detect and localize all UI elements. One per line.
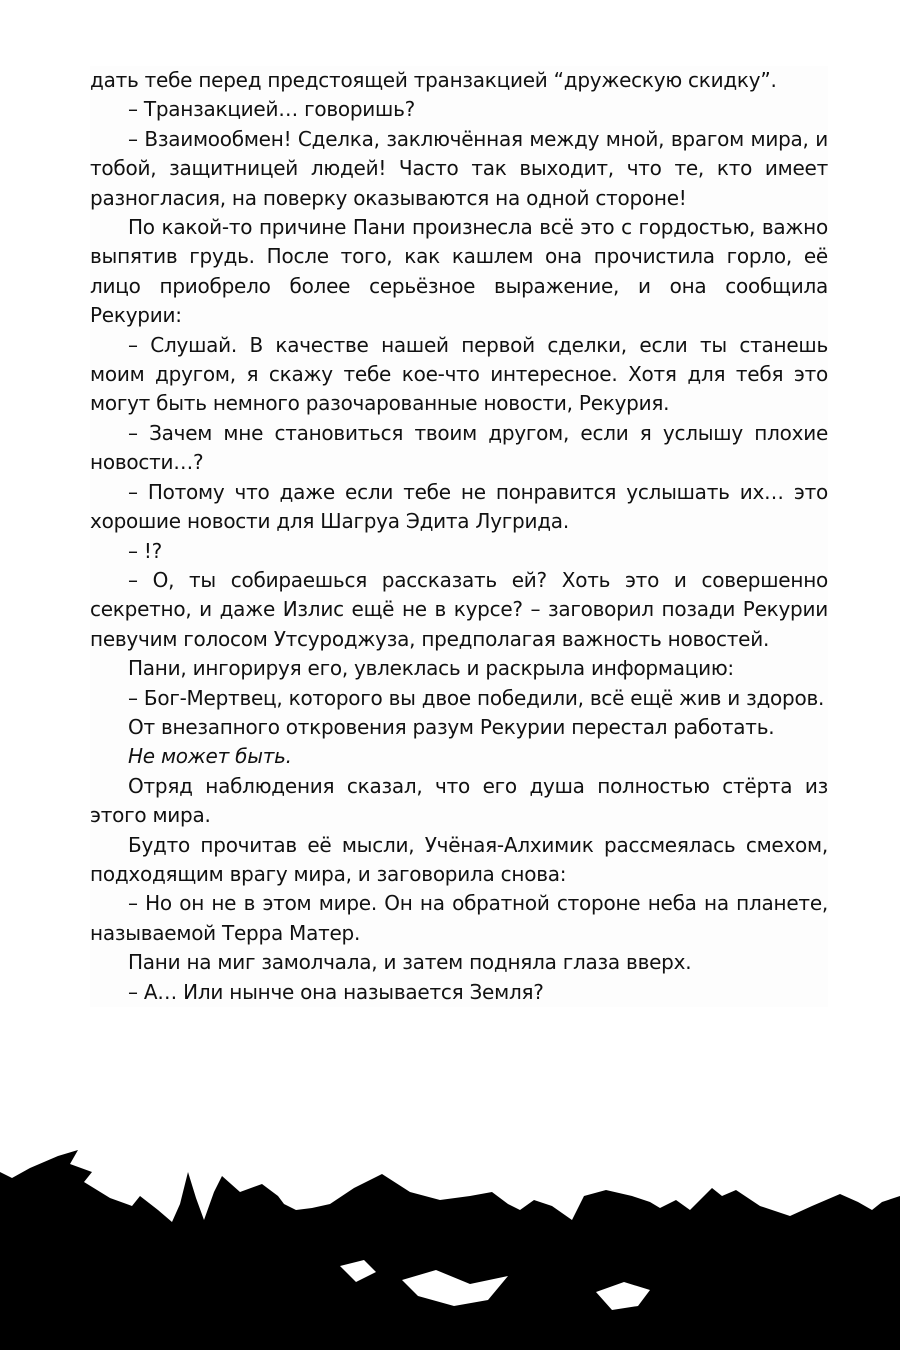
mountain-silhouette-decoration bbox=[0, 1150, 900, 1350]
paragraph: – !? bbox=[128, 538, 162, 563]
paragraph-italic: Не может быть. bbox=[128, 744, 292, 769]
paragraph: – Зачем мне становиться твоим другом, если я услышу плохие новости…? bbox=[90, 420, 828, 475]
text-block bbox=[90, 66, 828, 1007]
paragraph: Пани, ингорируя его, увлеклась и раскрыла информацию: bbox=[128, 656, 734, 681]
paragraph: Пани на миг замолчала, и затем подняла глаза вверх. bbox=[128, 950, 692, 975]
paragraph: От внезапного откровения разум Рекурии перестал работать. bbox=[128, 714, 775, 739]
paragraph: – О, ты собираешься рассказать ей? Хоть это и совершенно секретно, и даже Излис ещё не в курсе? – заговорил позади Рекурии певучим голосом Утсуроджуза, предполагая важность новостей. bbox=[90, 567, 828, 651]
paragraph: – Слушай. В качестве нашей первой сделки, если ты станешь моим другом, я скажу тебе кое-что интересное. Хотя для тебя это могут быть немного разочарованные новости, Рекурия. bbox=[90, 332, 828, 416]
paragraph: – Потому что даже если тебе не понравится услышать их… это хорошие новости для Шагруа Эдита Лугрида. bbox=[90, 479, 828, 534]
paragraph: – Бог-Мертвец, которого вы двое победили, всё ещё жив и здоров. bbox=[128, 685, 825, 710]
paragraph: Будто прочитав её мысли, Учёная-Алхимик рассмеялась смехом, подходящим врагу мира, и заговорила снова: bbox=[90, 832, 828, 886]
paragraph: Отряд наблюдения сказал, что его душа полностью стёрта из этого мира. bbox=[90, 773, 828, 828]
silhouette-shape bbox=[0, 1150, 900, 1350]
paragraph: – Взаимообмен! Сделка, заключённая между мной, врагом мира, и тобой, защитницей людей! Часто так выходит, что те, кто имеет разногласия, на поверку оказываются на одной стороне! bbox=[90, 126, 828, 210]
paragraph: – Но он не в этом мире. Он на обратной стороне неба на планете, называемой Терра Матер. bbox=[90, 891, 828, 945]
paragraph: – Транзакцией… говоришь? bbox=[128, 97, 416, 122]
paragraph: дать тебе перед предстоящей транзакцией “дружескую скидку”. bbox=[90, 68, 777, 92]
paragraph: – А… Или нынче она называется Земля? bbox=[128, 979, 544, 1004]
paragraph: По какой-то причине Пани произнесла всё это с гордостью, важно выпятив грудь. После того, как кашлем она прочистила горло, её лицо приобрело более серьёзное выражение, и она сообщила Рекурии: bbox=[90, 215, 828, 328]
